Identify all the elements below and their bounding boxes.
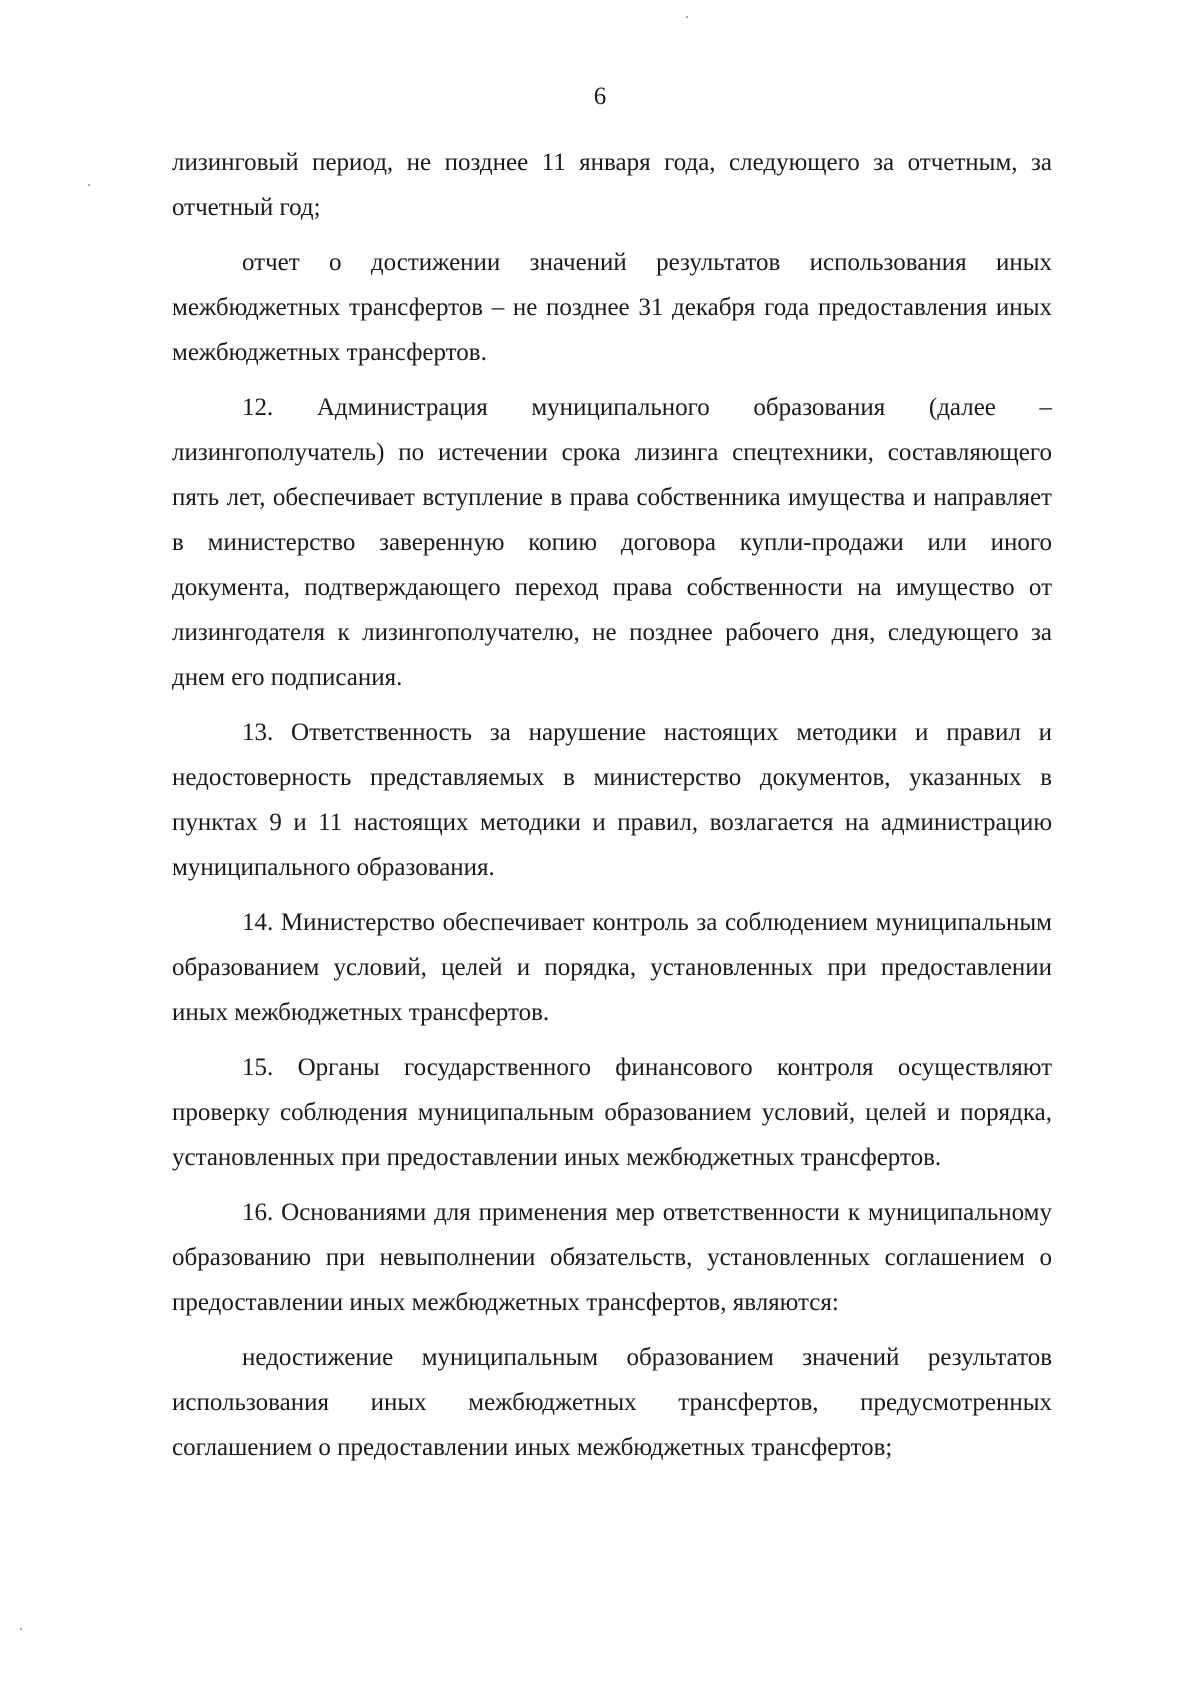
- paragraph-report-deadline: отчет о достижении значений результатов использования иных межбюджетных трансфертов – не позднее 31 декабря года предоставления иных межбюджетных трансфертов.: [172, 249, 1052, 366]
- paragraph-14: 14. Министерство обеспечивает контроль за соблюдением муниципальным образованием условий, целей и порядка, установленных при предоставлении иных межбюджетных трансфертов.: [172, 909, 1052, 1026]
- scan-speck: [88, 184, 90, 186]
- paragraph-15: 15. Органы государственного финансового контроля осуществляют проверку соблюдения муниципальным образованием условий, целей и порядка, установленных при предоставлении иных межбюджетных трансфертов.: [172, 1054, 1052, 1171]
- paragraph-non-achievement: недостижение муниципальным образованием значений результатов использования иных межбюджетных трансфертов, предусмотренных соглашением о предоставлении иных межбюджетных трансфертов;: [172, 1344, 1052, 1461]
- paragraph-continuation: лизинговый период, не позднее 11 января года, следующего за отчетным, за отчетный год;: [172, 149, 1052, 221]
- scan-speck: [686, 16, 688, 18]
- document-body: [172, 140, 1052, 1480]
- page-number: 6: [593, 83, 607, 110]
- paragraph-12: 12. Администрация муниципального образования (далее – лизингополучатель) по истечении срока лизинга спецтехники, составляющего пять лет, обеспечивает вступление в права собственника имущества и направляет в министерство заверенную копию договора купли-продажи или иного документа, подтверждающего переход права собственности на имущество от лизингодателя к лизингополучателю, не позднее рабочего дня, следующего за днем его подписания.: [172, 394, 1052, 691]
- scan-speck: [20, 1628, 22, 1630]
- paragraph-16: 16. Основаниями для применения мер ответственности к муниципальному образованию при невыполнении обязательств, установленных соглашением о предоставлении иных межбюджетных трансфертов, являются:: [172, 1199, 1052, 1316]
- paragraph-13: 13. Ответственность за нарушение настоящих методики и правил и недостоверность представляемых в министерство документов, указанных в пунктах 9 и 11 настоящих методики и правил, возлагается на администрацию муниципального образования.: [172, 719, 1052, 881]
